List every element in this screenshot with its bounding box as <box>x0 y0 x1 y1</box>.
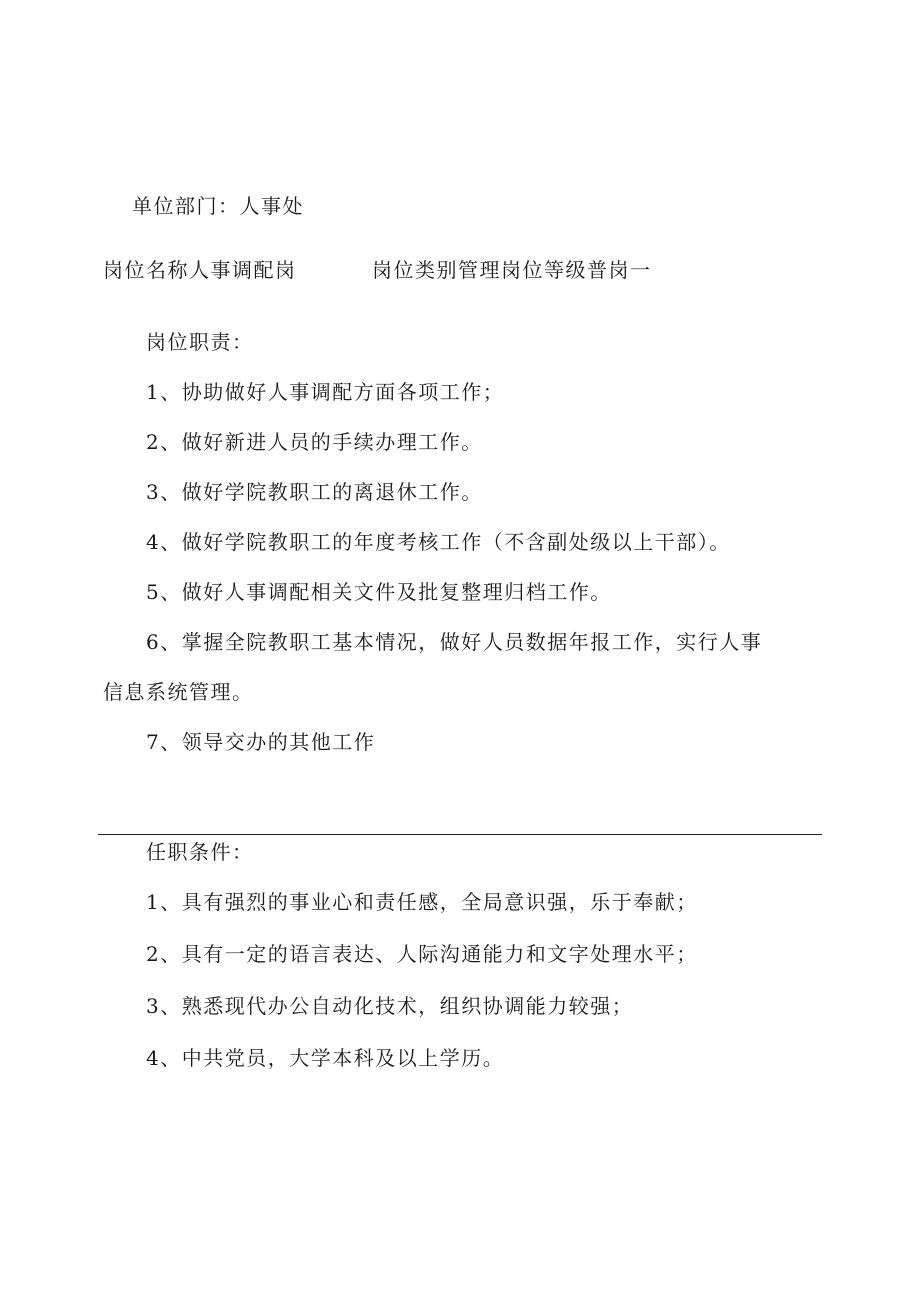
requirement-item: 3、熟悉现代办公自动化技术，组织协调能力较强； <box>146 994 634 1018</box>
duty-item: 2、做好新进人员的手续办理工作。 <box>146 430 483 454</box>
requirements-heading: 任职条件： <box>146 840 254 864</box>
duty-item: 3、做好学院教职工的离退休工作。 <box>146 480 483 504</box>
duty-item: 1、协助做好人事调配方面各项工作； <box>146 380 505 404</box>
post-name: 岗位名称人事调配岗 <box>103 258 297 282</box>
requirement-item: 4、中共党员，大学本科及以上学历。 <box>146 1046 505 1070</box>
requirement-item: 1、具有强烈的事业心和责任感，全局意识强，乐于奉献； <box>146 890 698 914</box>
requirement-item: 2、具有一定的语言表达、人际沟通能力和文字处理水平； <box>146 942 698 966</box>
duties-heading: 岗位职责： <box>146 330 254 354</box>
duty-item: 6、掌握全院教职工基本情况，做好人员数据年报工作，实行人事 <box>146 630 763 654</box>
post-category: 岗位类别管理岗位等级普岗一 <box>372 258 652 282</box>
duty-item: 5、做好人事调配相关文件及批复整理归档工作。 <box>146 580 612 604</box>
duty-item: 7、领导交办的其他工作 <box>146 730 376 754</box>
duty-item-continuation: 信息系统管理。 <box>103 680 254 704</box>
department-line: 单位部门：人事处 <box>132 194 304 218</box>
section-divider <box>98 834 822 835</box>
duty-item: 4、做好学院教职工的年度考核工作（不含副处级以上干部）。 <box>146 530 731 554</box>
